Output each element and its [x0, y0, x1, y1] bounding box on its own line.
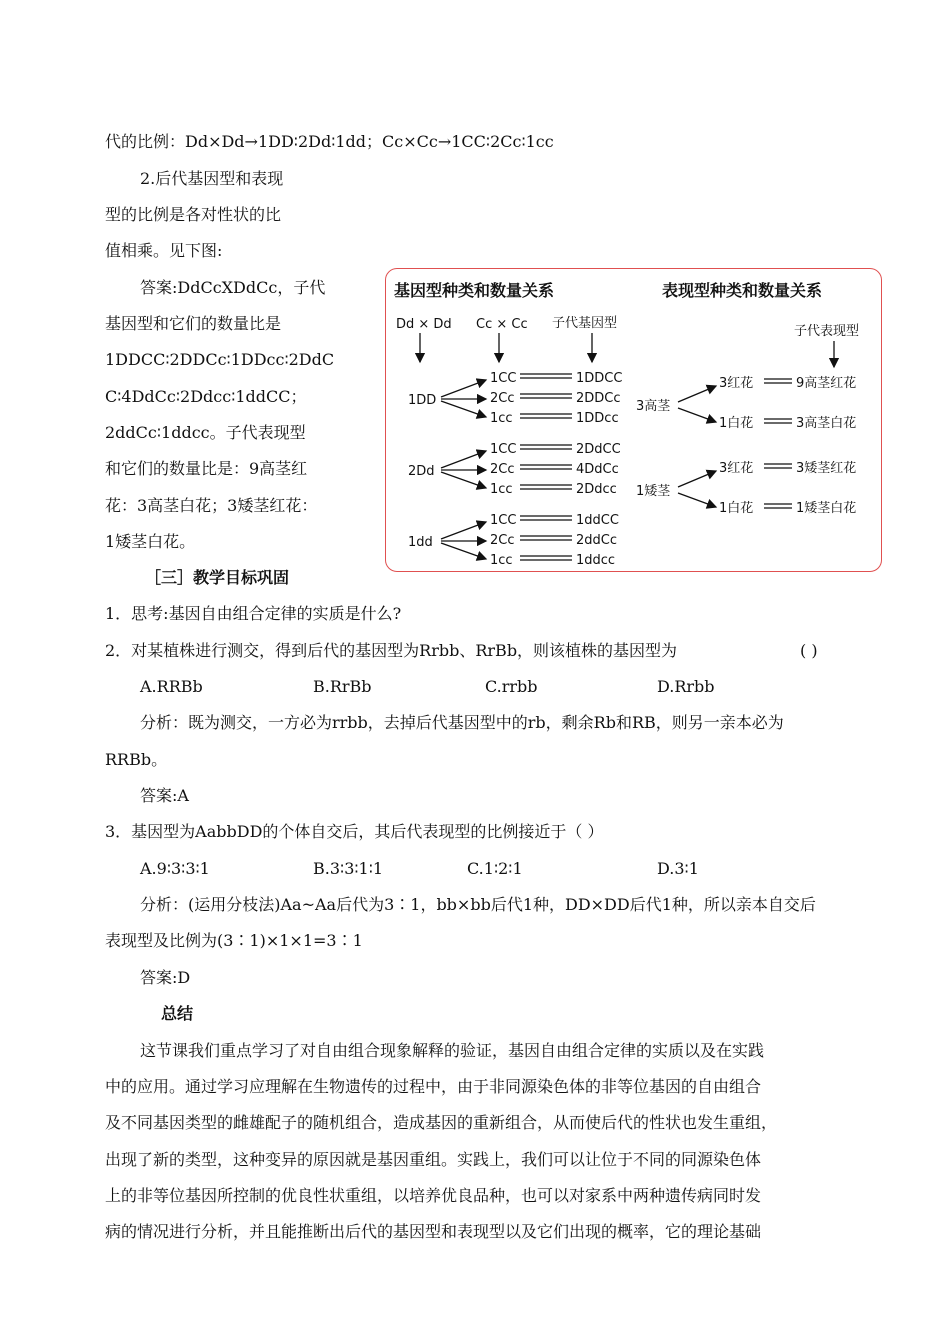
offspring-phenotype-label: 子代表现型 — [794, 324, 860, 339]
summary-line-2: 中的应用。通过学习应理解在生物遗传的过程中，由于非同源染色体的非等位基因的自由组合 — [105, 1077, 762, 1096]
summary-line-1: 这节课我们重点学习了对自由组合现象解释的验证，基因自由组合定律的实质以及在实践 — [140, 1041, 765, 1060]
c-type-1cc-lower: 1cc — [490, 411, 513, 426]
genotype-phenotype-diagram — [385, 268, 882, 572]
q3-analysis-1: 分析：(运用分枝法)Aa~Aa后代为3∶1，bb×bb后代1种，DD×DD后代1种，所以亲本自交后 — [140, 895, 816, 914]
flower-red-a: 3红花 — [719, 376, 754, 391]
q2-option-d: D.Rrbb — [657, 677, 715, 696]
question-2: 2．对某植株进行测交，得到后代的基因型为Rrbb、RrBb，则该植株的基因型为 — [105, 641, 678, 660]
q3-option-d: D.3∶1 — [657, 859, 699, 878]
text-line-11: 花：3高茎白花；3矮茎红花： — [105, 496, 318, 515]
c-type-1cc: 1CC — [490, 371, 517, 386]
diagram-title-left: 基因型种类和数量关系 — [394, 281, 555, 300]
phenotype-3-short-red: 3矮茎红花 — [796, 461, 857, 476]
q2-answer: 答案:A — [140, 786, 189, 805]
question-1: 1．思考:基因自由组合定律的实质是什么? — [105, 604, 402, 623]
c-type-2cc: 2Cc — [490, 391, 515, 406]
question-3: 3．基因型为AabbDD的个体自交后，其后代表现型的比例接近于（ ） — [105, 822, 604, 841]
phenotype-9-tall-red: 9高茎红花 — [796, 376, 857, 391]
genotype-2ddcc-a: 2DDCc — [576, 391, 621, 406]
text-line-4: 值相乘。见下图: — [105, 241, 223, 260]
stem-short: 1矮茎 — [636, 484, 671, 499]
flower-white-a: 1白花 — [719, 416, 754, 431]
genotype-2ddcc-b: 2DdCC — [576, 442, 621, 457]
stem-tall: 3高茎 — [636, 399, 671, 414]
c-type-1cc-g3: 1CC — [490, 513, 517, 528]
text-line-3: 型的比例是各对性状的比 — [105, 205, 282, 224]
c-type-2cc-g3: 2Cc — [490, 533, 515, 548]
cross-dd: Dd × Dd — [396, 317, 452, 332]
q3-option-c: C.1∶2∶1 — [467, 859, 523, 878]
q2-analysis-1: 分析：既为测交，一方必为rrbb，去掉后代基因型中的rb，剩余Rb和RB，则另一亲本必为 — [140, 713, 784, 732]
c-type-2cc-g2: 2Cc — [490, 462, 515, 477]
parent-1dd: 1DD — [408, 393, 437, 408]
section-heading: ［三］教学目标巩固 — [145, 568, 290, 587]
parent-2dd: 2Dd — [408, 464, 435, 479]
summary-line-6: 病的情况进行分析，并且能推断出后代的基因型和表现型以及它们出现的概率，它的理论基础 — [105, 1222, 762, 1241]
genotype-1ddcc-d: 1ddcc — [576, 553, 616, 568]
genotype-4ddcc: 4DdCc — [576, 462, 619, 477]
q3-answer: 答案:D — [140, 968, 191, 987]
text-line-8: C∶4DdCc∶2Ddcc∶1ddCC； — [105, 387, 307, 406]
text-line-1: 代的比例：Dd×Dd→1DD∶2Dd∶1dd；Cc×Cc→1CC∶2Cc∶1cc — [105, 132, 554, 151]
phenotype-1-short-white: 1矮茎白花 — [796, 501, 857, 516]
q2-option-c: C.rrbb — [485, 677, 538, 696]
c-type-1cc-lower-g3: 1cc — [490, 553, 513, 568]
cross-cc: Cc × Cc — [476, 317, 528, 332]
text-line-5: 答案:DdCcXDdCc，子代 — [140, 278, 326, 297]
flower-white-b: 1白花 — [719, 501, 754, 516]
q3-option-b: B.3∶3∶1∶1 — [313, 859, 384, 878]
text-line-12: 1矮茎白花。 — [105, 532, 196, 551]
parent-1dd-lower: 1dd — [408, 535, 433, 550]
down-arrows — [420, 333, 834, 367]
flower-red-b: 3红花 — [719, 461, 754, 476]
text-line-2: 2.后代基因型和表现 — [140, 169, 284, 188]
q2-option-b: B.RrBb — [313, 677, 372, 696]
text-line-9: 2ddCc∶1ddcc。子代表现型 — [105, 423, 306, 442]
offspring-genotype-label: 子代基因型 — [552, 316, 618, 331]
q2-analysis-2: RRBb。 — [105, 750, 168, 769]
text-line-7: 1DDCC∶2DDCc∶1DDcc∶2DdC — [105, 350, 335, 369]
summary-line-3: 及不同基因类型的雌雄配子的随机组合，造成基因的重新组合，从而使后代的性状也发生重组， — [105, 1113, 778, 1132]
diagram-title-right: 表现型种类和数量关系 — [662, 281, 823, 300]
question-2-paren: ( ) — [800, 641, 818, 660]
genotype-2ddcc-d: 2ddCc — [576, 533, 617, 548]
genotype-1ddcc-c: 1ddCC — [576, 513, 619, 528]
phenotype-3-tall-white: 3高茎白花 — [796, 416, 857, 431]
genotype-1ddcc-b: 1DDcc — [576, 411, 619, 426]
text-line-10: 和它们的数量比是：9高茎红 — [105, 459, 308, 478]
summary-title: 总结 — [161, 1004, 194, 1023]
q3-option-a: A.9∶3∶3∶1 — [140, 859, 210, 878]
genotype-2ddcc-c: 2Ddcc — [576, 482, 617, 497]
summary-line-4: 出现了新的类型，这种变异的原因就是基因重组。实践上，我们可以让位于不同的同源染色体 — [105, 1150, 762, 1169]
summary-line-5: 上的非等位基因所控制的优良性状重组，以培养优良品种，也可以对家系中两种遗传病同时发 — [105, 1186, 762, 1205]
q3-analysis-2: 表现型及比例为(3∶1)×1×1=3∶1 — [105, 931, 363, 950]
genotype-1ddcc-a: 1DDCC — [576, 371, 623, 386]
text-line-6: 基因型和它们的数量比是 — [105, 314, 282, 333]
c-type-1cc-g2: 1CC — [490, 442, 517, 457]
c-type-1cc-lower-g2: 1cc — [490, 482, 513, 497]
q2-option-a: A.RRBb — [140, 677, 203, 696]
